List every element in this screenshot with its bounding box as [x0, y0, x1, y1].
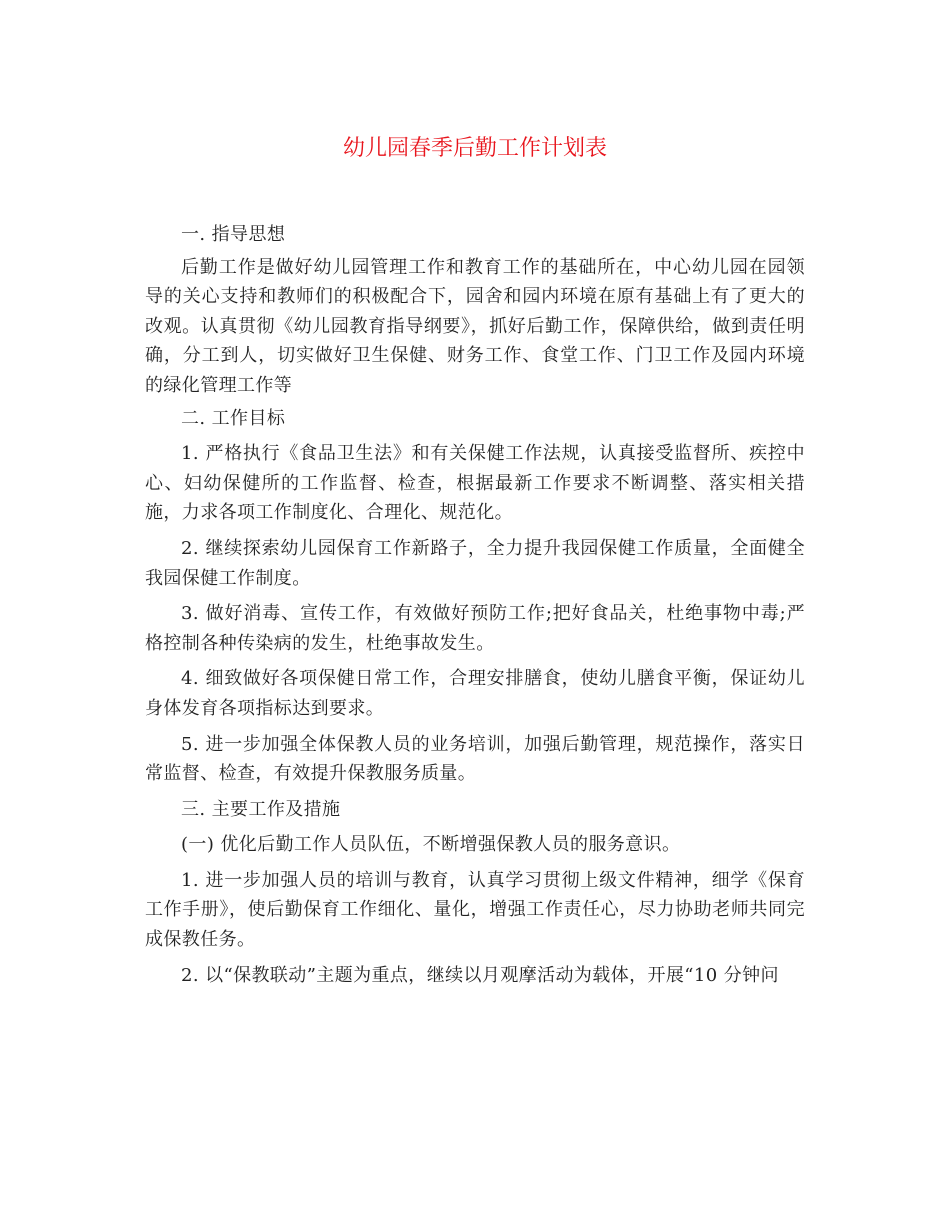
goal-item-1: 1. 严格执行《食品卫生法》和有关保健工作法规，认真接受监督所、疾控中心、妇幼保健所的工作监督、检查，根据最新工作要求不断调整、落实相关措施，力求各项工作制度化、合理化、规范化。	[145, 443, 805, 524]
section-heading-work-goals: 二. 工作目标	[181, 407, 286, 429]
goal-item-4: 4. 细致做好各项保健日常工作，合理安排膳食，使幼儿膳食平衡，保证幼儿身体发育各项指标达到要求。	[145, 668, 805, 719]
goal-item-3: 3. 做好消毒、宣传工作，有效做好预防工作;把好食品关，杜绝事物中毒;严格控制各种传染病的发生，杜绝事故发生。	[145, 603, 805, 654]
measure-item-1: 1. 进一步加强人员的培训与教育，认真学习贯彻上级文件精神，细学《保育工作手册》，使后勤保育工作细化、量化，增强工作责任心，尽力协助老师共同完成保教任务。	[145, 869, 805, 951]
measure-item-2: 2. 以“保教联动”主题为重点，继续以月观摩活动为载体，开展“10 分钟问	[181, 964, 779, 986]
goal-item-5: 5. 进一步加强全体保教人员的业务培训，加强后勤管理，规范操作，落实日常监督、检查，有效提升保教服务质量。	[145, 733, 805, 785]
section-heading-main-work: 三. 主要工作及措施	[181, 798, 341, 820]
document-body	[145, 220, 805, 990]
paragraph-guiding-ideology: 后勤工作是做好幼儿园管理工作和教育工作的基础所在，中心幼儿园在园领导的关心支持和教师们的积极配合下，园舍和园内环境在原有基础上有了更大的改观。认真贯彻《幼儿园教育指导纲要》，抓好后勤工作，保障供给，做到责任明确，分工到人，切实做好卫生保健、财务工作、食堂工作、门卫工作及园内环境的绿化管理工作等	[145, 256, 805, 396]
section-heading-guiding-ideology: 一. 指导思想	[181, 224, 286, 245]
document-title: 幼儿园春季后勤工作计划表	[342, 136, 607, 161]
goal-item-2: 2. 继续探索幼儿园保育工作新路子，全力提升我园保健工作质量，全面健全我园保健工作制度。	[145, 537, 805, 589]
subsection-heading-1: (一) 优化后勤工作人员队伍，不断增强保教人员的服务意识。	[181, 834, 681, 856]
